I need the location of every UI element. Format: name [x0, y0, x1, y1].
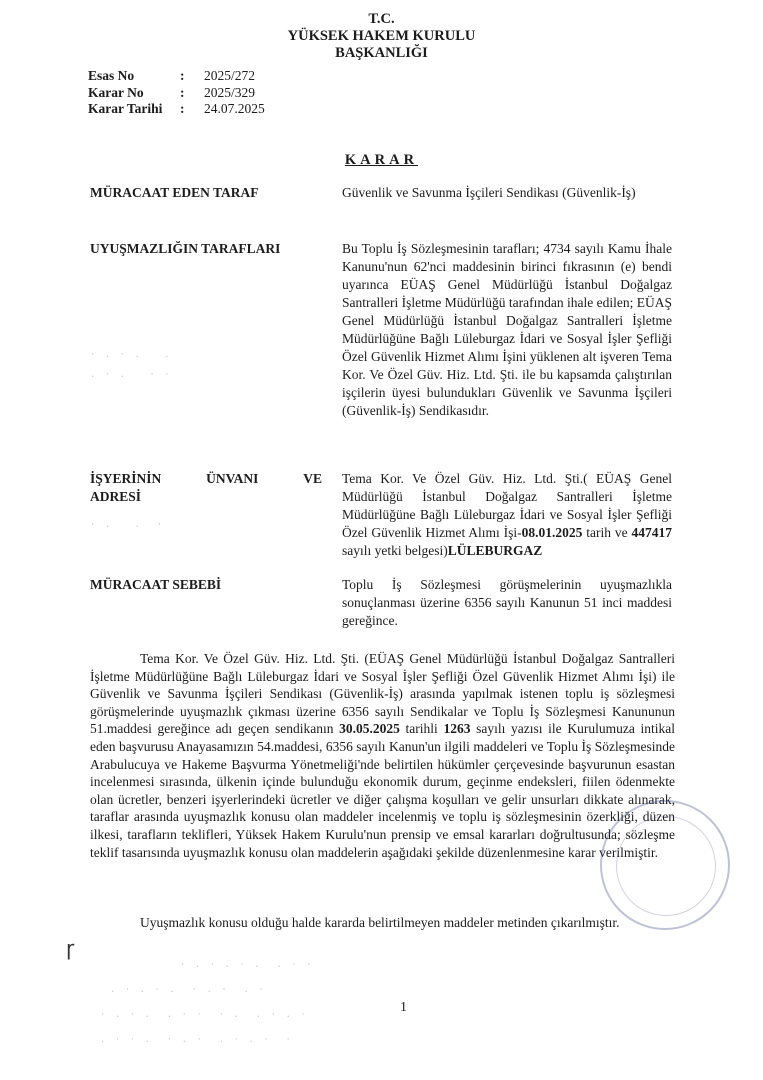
isyeri-text-b: tarih ve [582, 525, 632, 540]
official-stamp [600, 800, 730, 930]
karar-value: 2025/329 [204, 84, 256, 100]
header-baskanlik: BAŞKANLIĞI [335, 45, 428, 61]
muracaat-eden-label: MÜRACAAT EDEN TARAF [90, 185, 259, 200]
institution-header [0, 11, 763, 62]
tarih-value: 24.07.2025 [204, 101, 265, 116]
isyeri-label-word4: ADRESİ [90, 489, 142, 504]
handwritten-mark-icon: ɼ [66, 936, 75, 960]
sebep-label: MÜRACAAT SEBEBİ [90, 577, 222, 592]
esas-row [88, 68, 265, 85]
isyeri-label-line1 [90, 470, 322, 488]
isyeri-text-a: Tema Kor. Ve Özel Güv. Hiz. Ltd. Şti.( EÜAŞ Genel Müdürlüğü İstanbul Doğalgaz Santralleri İşletme Müdürlüğüne Bağlı Lüleburgaz İdari ve Sosyal İşler Şefliği Özel Güvenlik Hizmet Alımı İşi- [342, 471, 672, 540]
p1-text-a: Tema Kor. Ve Özel Güv. Hiz. Ltd. Şti. (EÜAŞ Genel Müdürlüğü İstanbul Doğalgaz Santralleri İşletme Müdürlüğüne Bağlı Lüleburgaz İdari ve Sosyal İşler Şefliği Özel Güvenlik Hizmet Alımı İşi) ile Güvenlik ve Savunma İşçileri Sendikası (Güvenlik-İş) arasında yapılmak istenen toplu iş sözleşmesi görüşmelerinde uyuşmazlık çıkması üzerine 6356 sayılı Sendikalar ve Toplu İş Sözleşmesi Kanununun 51.maddesi gereğince adı geçen sendikanın [90, 651, 675, 737]
faint-noise: . · · . · . · . · . · · [100, 1035, 293, 1045]
isyeri-label [90, 470, 322, 506]
isyeri-label-word1: İŞYERİNİN [90, 471, 162, 486]
tarih-label: Karar Tarihi [88, 101, 163, 116]
esas-colon: : [180, 68, 185, 83]
body-paragraph-1 [90, 650, 675, 861]
title-text: KARAR [344, 152, 419, 168]
muracaat-eden-text: Güvenlik ve Savunma İşçileri Sendikası (Güvenlik-İş) [342, 185, 636, 200]
tarih-row [88, 101, 265, 118]
karar-label: Karar No [88, 84, 144, 100]
header-tc: T.C. [368, 11, 395, 27]
faint-noise: · . · . . [90, 350, 172, 360]
header-kurul: YÜKSEK HAKEM KURULU [287, 28, 476, 44]
karar-colon: : [180, 84, 185, 100]
p1-text-b: tarihli [399, 721, 444, 737]
isyeri-text [342, 470, 672, 560]
isyeri-city: LÜLEBURGAZ [447, 543, 543, 558]
faint-noise: · . · . . · · · . . · . · [100, 1010, 308, 1020]
body-paragraph-2: Uyuşmazlık konusu olduğu halde kararda belirtilmeyen maddeler metinden çıkarılmıştır. [140, 915, 620, 930]
tarih-colon: : [180, 101, 185, 116]
isyeri-label-word3: VE [303, 471, 322, 486]
p1-number: 1263 [443, 721, 471, 737]
p1-date: 30.05.2025 [339, 721, 400, 737]
esas-label: Esas No [88, 68, 135, 83]
case-meta [88, 68, 265, 118]
isyeri-number: 447417 [631, 525, 672, 540]
isyeri-text-c: sayılı yetki belgesi) [342, 543, 448, 558]
esas-value: 2025/272 [204, 68, 256, 83]
faint-noise: . · . · · [90, 370, 172, 380]
p1-text-c: sayılı yazısı ile Kurulumuza intikal eden başvurusu Anayasamızın 54.maddesi, 6356 sayılı Kanun'un ilgili maddeleri ve Toplu İş Sözleşmesinde Arabulucuya ve Hakeme Başvurma Yönetmeliği'nde belirtilen hükümler çerçevesinde başvurunun esastan incelenmesi sırasında, ülkenin içinde bulunduğu ekonomik durum, geçinme endeksleri, fiilen ödenmekte olan ücretler, benzeri işyerlerindeki ücretler ve diğer çalışma koşulları ve gelir unsurları dikkate alınarak, taraflar arasında uyuşmazlık konusu olan maddeler incelenmiş ve toplu iş sözleşmesinin özerkliği, düzen ilkesi, tarafların teklifleri, Yüksek Hakem Kurulu'nun prensip ve emsal kararları doğrultusunda; sözleşme teklif tasarısında uyuşmazlık konusu olan maddelerin aşağıdaki şekilde düzenlenmesine karar verilmiştir. [90, 721, 675, 860]
isyeri-date: 08.01.2025 [521, 525, 583, 540]
karar-row [88, 85, 265, 102]
isyeri-label-word2: ÜNVANI [206, 471, 259, 486]
sebep-text: Toplu İş Sözleşmesi görüşmelerinin uyuşmazlıkla sonuçlanması üzerine 6356 sayılı Kanunun 51 inci maddesi gereğince. [342, 577, 672, 628]
faint-noise: . · . · . · . · . · [110, 985, 266, 995]
stamp-inner-ring [616, 816, 716, 916]
page-number: 1 [400, 1000, 407, 1015]
faint-noise: · . . · [90, 520, 165, 530]
faint-noise: · . · . · . . · · [180, 960, 314, 970]
document-title [0, 152, 763, 169]
taraflar-text: Bu Toplu İş Sözleşmesinin tarafları; 4734 sayılı Kamu İhale Kanunu'nun 62'nci maddesinin birinci fıkrasının (e) bendi uyarınca EÜAŞ Genel Müdürlüğü İstanbul Doğalgaz Santralleri İşletme Müdürlüğü tarafından ihale edilen; EÜAŞ Genel Müdürlüğü İstanbul Doğalgaz Santralleri İşletme Müdürlüğüne Bağlı Lüleburgaz İdari ve Sosyal İşler Şefliği Özel Güvenlik Hizmet Alımı İşini yüklenen alt işveren Tema Kor. Ve Özel Güv. Hiz. Ltd. Şti. ile bu kapsamda çalıştırılan işçilerin üyesi bulundukları Güvenlik ve Savunma İşçileri (Güvenlik-İş) Sendikasıdır. [342, 241, 672, 418]
taraflar-label: UYUŞMAZLIĞIN TARAFLARI [90, 241, 281, 256]
